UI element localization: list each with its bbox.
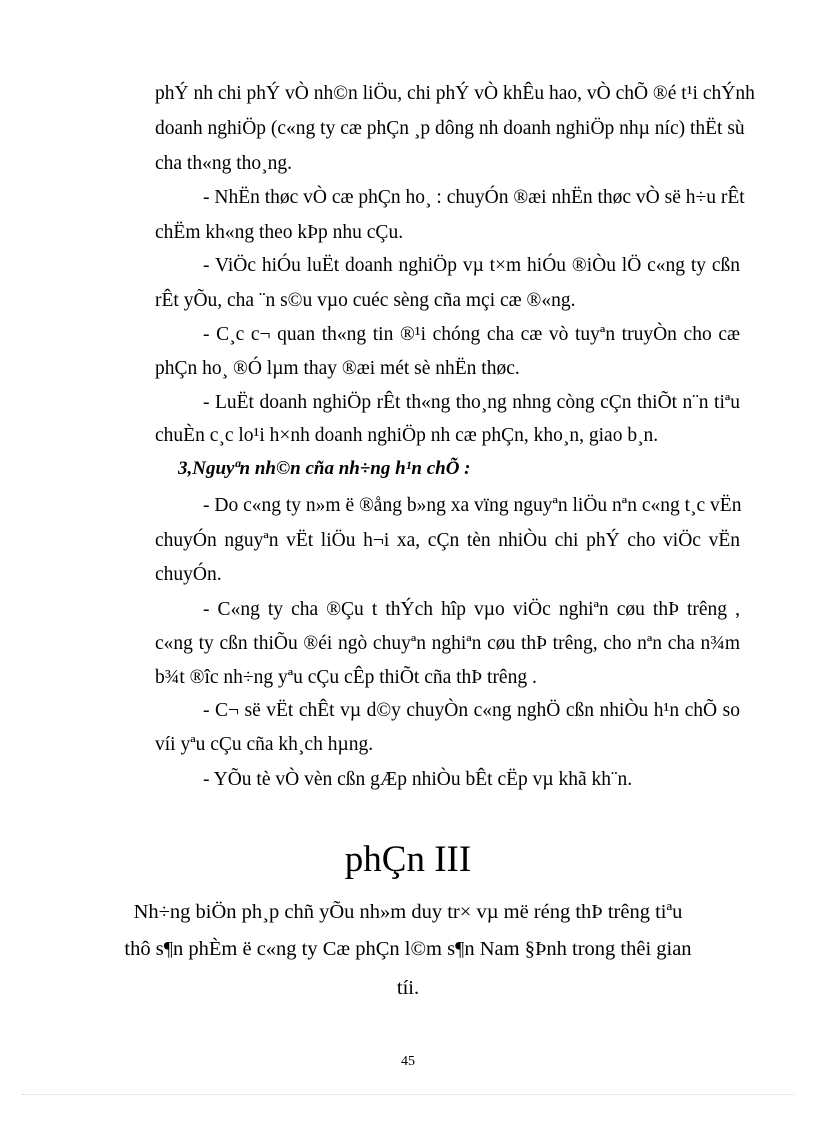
bullet-line: - C¸c c¬ quan th«ng tin ®¹i chóng cha cæ vò tuyªn truyÒn cho cæ bbox=[203, 324, 740, 345]
page-number: 45 bbox=[401, 1054, 415, 1069]
body-line: víi yªu cÇu cña kh¸ch hµng. bbox=[155, 734, 374, 755]
body-line: phÇn ho¸ ®Ó lµm thay ®æi mét sè nhËn thøc. bbox=[155, 358, 520, 379]
body-line: chuyÓn. bbox=[155, 564, 222, 585]
body-line: b¾t ®îc nh÷ng yªu cÇu cÊp thiÕt cña thÞ trêng . bbox=[155, 667, 537, 688]
body-line: chuÈn c¸c lo¹i h×nh doanh nghiÖp nh cæ phÇn, kho¸n, giao b¸n. bbox=[155, 425, 659, 446]
bullet-line: - ViÖc hiÓu luËt doanh nghiÖp vµ t×m hiÓu ®iÒu lÖ c«ng ty cßn bbox=[203, 255, 740, 276]
bullet-line: - C«ng ty cha ®Çu t thÝch hîp vµo viÖc nghiªn cøu thÞ trêng , bbox=[203, 599, 740, 620]
bullet-line: - LuËt doanh nghiÖp rÊt th«ng tho¸ng nhng còng cÇn thiÕt n¨n tiªu bbox=[203, 392, 740, 413]
body-line: c«ng ty cßn thiÕu ®éi ngò chuyªn nghiªn cøu thÞ trêng, cho nªn cha n¾m bbox=[155, 633, 740, 654]
body-line: chËm kh«ng theo kÞp nhu cÇu. bbox=[155, 222, 404, 243]
part-subtitle-line: tíi. bbox=[396, 977, 420, 999]
bullet-line: - NhËn thøc vÒ cæ phÇn ho¸ : chuyÓn ®æi nhËn thøc vÒ së h÷u rÊt bbox=[203, 187, 745, 208]
body-line: rÊt yÕu, cha ¨n s©u vµo cuéc sèng cña mçi cæ ®«ng. bbox=[155, 290, 576, 311]
body-line: cha th«ng tho¸ng. bbox=[155, 153, 293, 174]
part-title: phÇn III bbox=[344, 839, 472, 880]
body-line: chuyÓn nguyªn vËt liÖu h¬i xa, cÇn tèn nhiÒu chi phÝ cho viÖc vËn bbox=[155, 530, 740, 551]
body-line: doanh nghiÖp (c«ng ty cæ phÇn ¸p dông nh doanh nghiÖp nhµ níc) thËt sù bbox=[155, 118, 745, 139]
part-subtitle-line: thô s¶n phÈm ë c«ng ty Cæ phÇn l©m s¶n Nam §Þnh trong thêi gian bbox=[124, 938, 692, 960]
body-line: phÝ nh chi phÝ vÒ nh©n liÖu, chi phÝ vÒ khÊu hao, vÒ chÕ ®é t¹i chÝnh bbox=[155, 83, 755, 104]
bullet-line: - Do c«ng ty n»m ë ®ång b»ng xa vïng nguyªn liÖu nªn c«ng t¸c vËn bbox=[203, 495, 742, 516]
page-bottom-divider bbox=[22, 1094, 794, 1095]
part-subtitle-line: Nh÷ng biÖn ph¸p chñ yÕu nh»m duy tr× vµ më réng thÞ trêng tiªu bbox=[133, 901, 683, 923]
bullet-line: - C¬ së vËt chÊt vµ d©y chuyÒn c«ng nghÖ cßn nhiÒu h¹n chÕ so bbox=[203, 700, 740, 721]
section-heading: 3,Nguyªn nh©n cña nh÷ng h¹n chÕ : bbox=[178, 458, 471, 479]
bullet-line: - YÕu tè vÒ vèn cßn gÆp nhiÒu bÊt cËp vµ khã kh¨n. bbox=[203, 769, 633, 790]
